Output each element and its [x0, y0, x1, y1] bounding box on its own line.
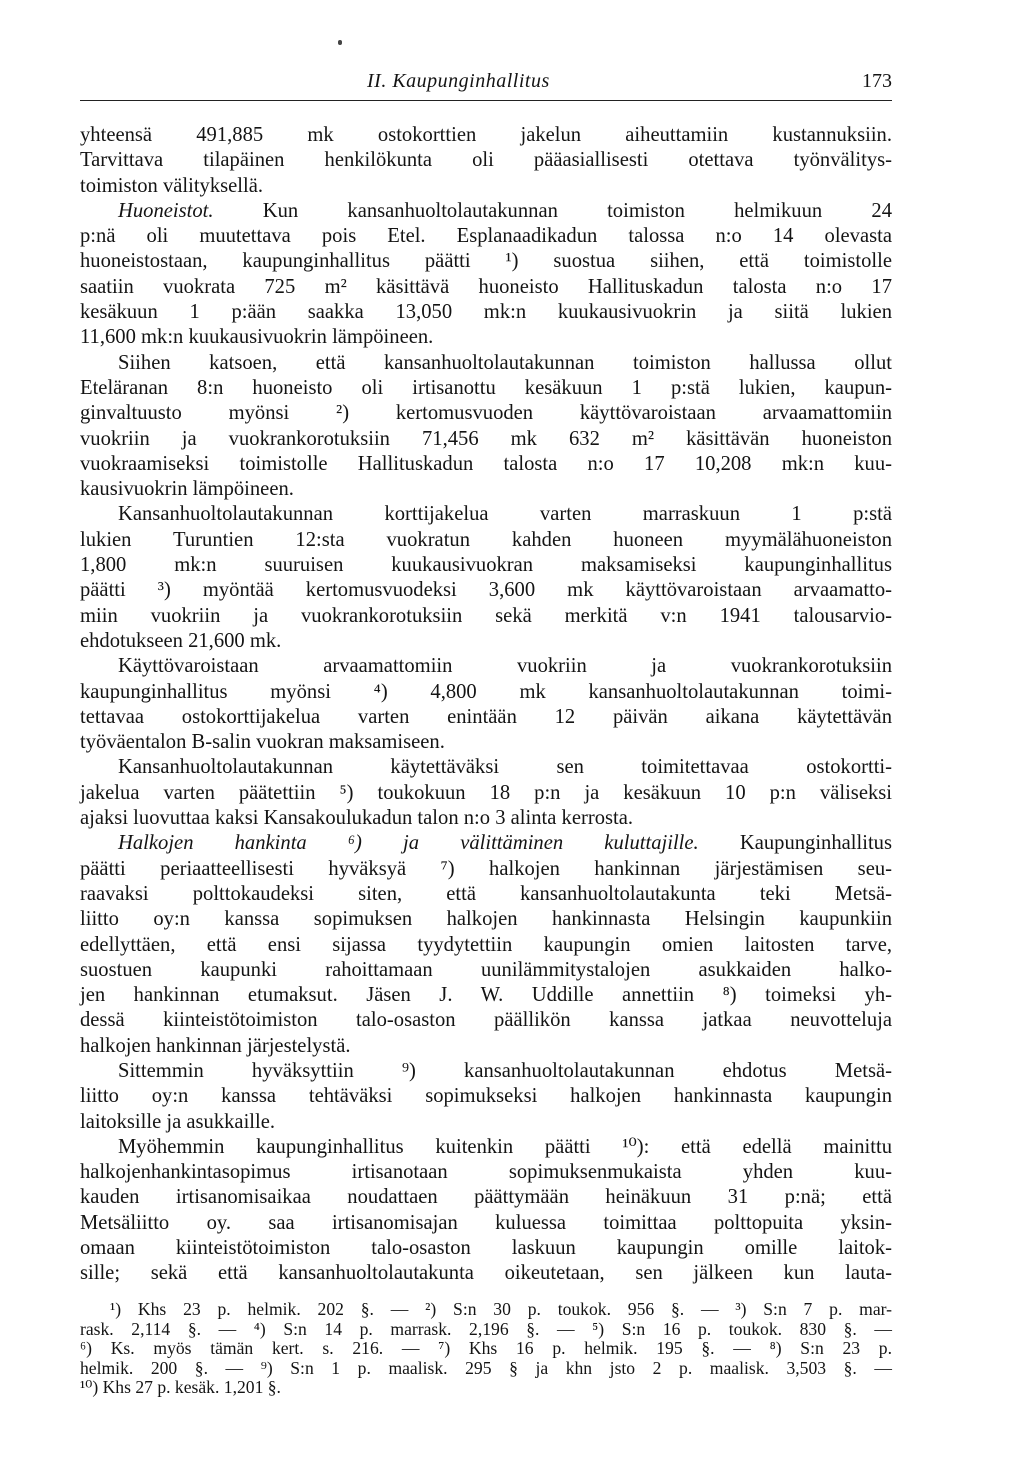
body-line: ajaksi luovuttaa kaksi Kansakoulukadun talon n:o 3 alinta kerrosta.	[80, 807, 634, 830]
body-line: halkojen hankinnan järjestelystä.	[80, 1034, 351, 1057]
body-line: Kansanhuoltolautakunnan korttijakelua varten marraskuun 1 p:stä	[118, 503, 892, 526]
body-line: Siihen katsoen, että kansanhuoltolautakunnan toimiston hallussa ollut	[118, 351, 892, 374]
body-line: kesäkuun 1 p:ään saakka 13,050 mk:n kuukausivuokrin ja siitä lukien	[80, 301, 892, 324]
body-line: ehdotukseen 21,600 mk.	[80, 629, 282, 652]
body-line: dessä kiinteistötoimiston talo-osaston päällikön kanssa jatkaa neuvotteluja	[80, 1009, 892, 1032]
body-line: omaan kiinteistötoimiston talo-osaston laskuun kaupungin omille laitok-	[80, 1237, 892, 1260]
body-line: Eteläranan 8:n huoneisto oli irtisanottu kesäkuun 1 p:stä lukien, kaupun-	[80, 376, 892, 399]
body-line: miin vuokriin ja vuokrankorotuksiin sekä merkitä v:n 1941 talousarvio-	[80, 604, 892, 627]
section-heading: Huoneistot.	[118, 199, 214, 222]
body-line: jakelua varten päätettiin ⁵) toukokuun 18 p:n ja kesäkuun 10 p:n väliseksi	[80, 781, 892, 804]
body-line: halkojenhankintasopimus irtisanotaan sopimuksenmukaista yhden kuu-	[80, 1161, 892, 1184]
body-line: Sittemmin hyväksyttiin ⁹) kansanhuoltolautakunnan ehdotus Metsä-	[118, 1059, 892, 1082]
body-line: jen hankinnan etumaksut. Jäsen J. W. Uddille annettiin ⁸) toimeksi yh-	[80, 984, 892, 1007]
section-heading: Halkojen hankinta ⁶) ja välittäminen kuluttajille.	[118, 832, 699, 855]
body-line: vuokraamiseksi toimistolle Hallituskadun talosta n:o 17 10,208 mk:n kuu-	[80, 452, 892, 475]
footnote-line: rask. 2,114 §. — ⁴) S:n 14 p. marrask. 2,196 §. — ⁵) S:n 16 p. toukok. 830 §. —	[80, 1318, 892, 1339]
body-line: Myöhemmin kaupunginhallitus kuitenkin päätti ¹⁰): että edellä mainittu	[118, 1135, 892, 1158]
body-line: kausivuokrin lämpöineen.	[80, 478, 294, 501]
body-line: vuokriin ja vuokrankorotuksiin 71,456 mk 632 m² käsittävän huoneiston	[80, 427, 892, 450]
body-line: työväentalon B-salin vuokran maksamiseen.	[80, 731, 445, 754]
body-line: kauden irtisanomisaikaa noudattaen päättymään heinäkuun 31 p:nä; että	[80, 1186, 892, 1209]
body-text	[80, 123, 892, 1287]
running-title: II. Kaupunginhallitus	[367, 70, 550, 92]
body-line: päätti periaatteellisesti hyväksyä ⁷) halkojen hankinnan järjestämisen seu-	[80, 857, 892, 880]
body-line: p:nä oli muutettava pois Etel. Esplanaadikadun talossa n:o 14 olevasta	[80, 225, 892, 248]
body-line: tettavaa ostokorttijakelua varten enintään 12 päivän aikana käytettävän	[80, 705, 892, 728]
body-line: laitoksille ja asukkaille.	[80, 1110, 276, 1133]
body-line: Metsäliitto oy. saa irtisanomisajan kuluessa toimittaa polttopuita yksin-	[80, 1211, 892, 1234]
body-line: suostuen kaupunki rahoittamaan uunilämmitystalojen asukkaiden halko-	[80, 958, 892, 981]
footnote-line: ¹) Khs 23 p. helmik. 202 §. — ²) S:n 30 p. toukok. 956 §. — ³) S:n 7 p. mar-	[110, 1299, 892, 1319]
body-line: Halkojen hankinta ⁶) ja välittäminen kuluttajille. Kaupunginhallitus	[118, 832, 892, 855]
header-rule	[80, 100, 892, 101]
body-line: raavaksi polttokaudeksi siten, että kansanhuoltolautakunta teki Metsä-	[80, 882, 892, 905]
body-line: Käyttövaroistaan arvaamattomiin vuokriin ja vuokrankorotuksiin	[118, 655, 892, 678]
body-line: saatiin vuokrata 725 m² käsittävä huoneisto Hallituskadun talosta n:o 17	[80, 275, 892, 298]
page-header	[80, 70, 892, 100]
body-line: liitto oy:n kanssa tehtäväksi sopimukseksi halkojen hankinnasta kaupungin	[80, 1085, 892, 1108]
body-line: 11,600 mk:n kuukausivuokrin lämpöineen.	[80, 326, 434, 349]
body-line: sille; sekä että kansanhuoltolautakunta oikeutetaan, sen jälkeen kun lauta-	[80, 1262, 892, 1285]
body-line: toimiston välityksellä.	[80, 174, 264, 197]
body-line: 1,800 mk:n suuruisen kuukausivuokran maksamiseksi kaupunginhallitus	[80, 554, 892, 577]
body-line: Tarvittava tilapäinen henkilökunta oli pääasiallisesti otettava työnvälitys-	[80, 149, 892, 172]
body-line: edellyttäen, että ensi sijassa tyydytettiin kaupungin omien laitosten tarve,	[80, 933, 892, 956]
footnote-line: ¹⁰) Khs 27 p. kesäk. 1,201 §.	[80, 1377, 281, 1398]
body-line: päätti ³) myöntää kertomusvuodeksi 3,600 mk käyttövaroistaan arvaamatto-	[80, 579, 892, 602]
print-speck	[338, 40, 342, 45]
body-line: kaupunginhallitus myönsi ⁴) 4,800 mk kansanhuoltolautakunnan toimi-	[80, 680, 892, 703]
body-line: lukien Turuntien 12:sta vuokratun kahden huoneen myymälähuoneiston	[80, 528, 892, 551]
body-line: huoneistostaan, kaupunginhallitus päätti ¹) suostua siihen, että toimistolle	[80, 250, 892, 273]
footnote-line: ⁶) Ks. myös tämän kert. s. 216. — ⁷) Khs 16 p. helmik. 195 §. — ⁸) S:n 23 p.	[80, 1338, 892, 1359]
body-line: Huoneistot. Kun kansanhuoltolautakunnan toimiston helmikuun 24	[118, 199, 892, 222]
footnotes	[80, 1300, 892, 1398]
page-number: 173	[862, 70, 892, 92]
body-line: yhteensä 491,885 mk ostokorttien jakelun aiheuttamiin kustannuksiin.	[80, 124, 892, 146]
body-line: ginvaltuusto myönsi ²) kertomusvuoden käyttövaroistaan arvaamattomiin	[80, 402, 892, 425]
body-line: Kansanhuoltolautakunnan käytettäväksi sen toimitettavaa ostokortti-	[118, 756, 892, 779]
body-line: liitto oy:n kanssa sopimuksen halkojen hankinnasta Helsingin kaupunkiin	[80, 908, 892, 931]
footnote-line: helmik. 200 §. — ⁹) S:n 1 p. maalisk. 295 § ja khn jsto 2 p. maalisk. 3,503 §. —	[80, 1357, 892, 1378]
